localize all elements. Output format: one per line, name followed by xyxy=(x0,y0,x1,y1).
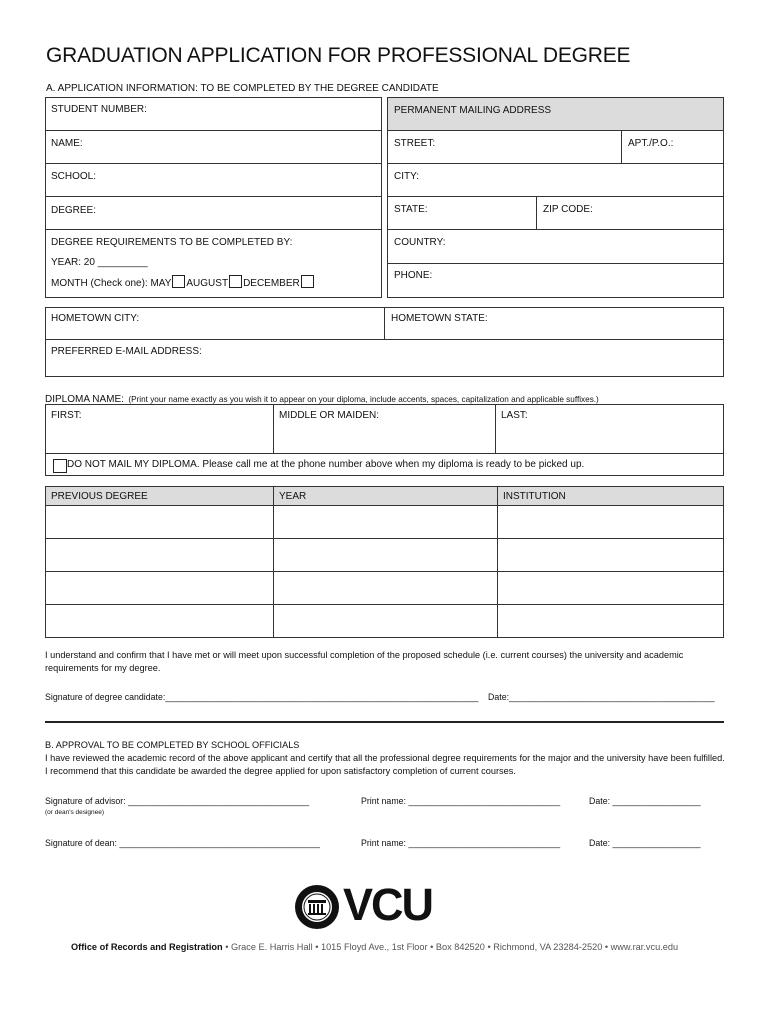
confirmation-text: I understand and confirm that I have met or will meet upon successful completion of the proposed schedule (i.e. current courses) the university and academic requirements for my degree. xyxy=(45,650,684,673)
email-label: PREFERRED E-MAIL ADDRESS: xyxy=(51,346,202,357)
table-cell[interactable] xyxy=(498,539,724,572)
table-cell[interactable] xyxy=(498,605,724,638)
table-cell[interactable] xyxy=(498,506,724,539)
previous-degree-table xyxy=(45,486,724,638)
section-divider xyxy=(45,721,724,723)
august-checkbox[interactable] xyxy=(229,275,242,288)
middle-label: MIDDLE OR MAIDEN: xyxy=(279,410,380,421)
city-field[interactable] xyxy=(387,164,724,197)
zip-field[interactable] xyxy=(536,197,724,230)
table-cell[interactable] xyxy=(498,572,724,605)
dean-signature-line[interactable]: Signature of dean: _________________________________________ xyxy=(45,838,320,848)
col-previous-degree: PREVIOUS DEGREE xyxy=(46,487,274,506)
section-b-heading: B. APPROVAL TO BE COMPLETED BY SCHOOL OFFICIALS xyxy=(45,740,300,750)
table-cell[interactable] xyxy=(274,506,498,539)
diploma-label: DIPLOMA NAME: xyxy=(45,394,124,405)
degree-label: DEGREE: xyxy=(51,205,97,216)
col-year: YEAR xyxy=(274,487,498,506)
school-field[interactable] xyxy=(45,164,382,197)
no-mail-checkbox[interactable] xyxy=(53,459,67,473)
candidate-signature-line[interactable]: Signature of degree candidate:________________________________________________________________ xyxy=(45,692,479,702)
no-mail-label: DO NOT MAIL MY DIPLOMA. Please call me at the phone number above when my diploma is ready to be picked up. xyxy=(67,459,585,470)
month-row xyxy=(51,275,315,289)
street-field[interactable] xyxy=(387,131,622,164)
degree-requirements-block xyxy=(45,230,382,298)
vcu-logo-text: VCU xyxy=(343,879,433,930)
permanent-address-label: PERMANENT MAILING ADDRESS xyxy=(394,105,552,116)
hometown-city-label: HOMETOWN CITY: xyxy=(51,313,140,324)
table-cell[interactable] xyxy=(46,572,274,605)
first-label: FIRST: xyxy=(51,410,82,421)
phone-field[interactable] xyxy=(387,264,724,298)
table-cell[interactable] xyxy=(46,539,274,572)
table-cell[interactable] xyxy=(46,506,274,539)
state-label: STATE: xyxy=(394,204,428,215)
name-label: NAME: xyxy=(51,138,83,149)
apt-field[interactable] xyxy=(621,131,724,164)
hometown-state-label: HOMETOWN STATE: xyxy=(391,313,488,324)
table-cell[interactable] xyxy=(46,605,274,638)
last-name-field[interactable] xyxy=(495,404,724,454)
phone-label: PHONE: xyxy=(394,270,433,281)
zip-label: ZIP CODE: xyxy=(543,204,593,215)
col-institution: INSTITUTION xyxy=(498,487,724,506)
table-cell[interactable] xyxy=(274,539,498,572)
diploma-note: (Print your name exactly as you wish it to appear on your diploma, include accents, spaces, capitalization and applicable suffixes.) xyxy=(128,395,599,404)
footer xyxy=(71,942,678,952)
hometown-state-field[interactable] xyxy=(384,307,724,340)
section-a-heading: A. APPLICATION INFORMATION: TO BE COMPLETED BY THE DEGREE CANDIDATE xyxy=(46,83,439,94)
email-field[interactable] xyxy=(45,339,724,377)
street-label: STREET: xyxy=(394,138,436,149)
table-cell[interactable] xyxy=(274,572,498,605)
city-label: CITY: xyxy=(394,171,420,182)
table-row xyxy=(46,572,724,605)
student-number-label: STUDENT NUMBER: xyxy=(51,104,147,115)
table-cell[interactable] xyxy=(274,605,498,638)
may-checkbox[interactable] xyxy=(172,275,185,288)
hometown-city-field[interactable] xyxy=(45,307,385,340)
august-label: AUGUST xyxy=(186,278,229,289)
advisor-print-line[interactable]: Print name: _______________________________ xyxy=(361,796,561,806)
table-row xyxy=(46,506,724,539)
table-header-row xyxy=(46,487,724,506)
degree-requirements-label: DEGREE REQUIREMENTS TO BE COMPLETED BY: xyxy=(51,237,293,248)
vcu-seal-icon xyxy=(294,884,340,930)
footer-details: • Grace E. Harris Hall • 1015 Floyd Ave., 1st Floor • Box 842520 • Richmond, VA 23284-2520 • www.rar.vcu.edu xyxy=(225,942,679,952)
state-field[interactable] xyxy=(387,197,537,230)
first-name-field[interactable] xyxy=(45,404,274,454)
country-field[interactable] xyxy=(387,230,724,264)
section-b-text: I have reviewed the academic record of the above applicant and certify that all the professional degree requirements for the major and the university have been fulfilled. I recommend that this candidate be awarded the degree applied for upon satisfactory completion of current courses. xyxy=(45,753,725,776)
apt-label: APT./P.O.: xyxy=(628,138,674,149)
degree-field[interactable] xyxy=(45,197,382,230)
form-title: GRADUATION APPLICATION FOR PROFESSIONAL DEGREE xyxy=(46,44,631,67)
school-label: SCHOOL: xyxy=(51,171,97,182)
advisor-date-line[interactable]: Date: __________________ xyxy=(589,796,701,806)
footer-office: Office of Records and Registration xyxy=(71,942,223,952)
month-label: MONTH (Check one): MAY xyxy=(51,278,172,289)
dean-date-line[interactable]: Date: __________________ xyxy=(589,838,701,848)
dean-print-line[interactable]: Print name: _______________________________ xyxy=(361,838,561,848)
december-checkbox[interactable] xyxy=(301,275,314,288)
middle-name-field[interactable] xyxy=(273,404,496,454)
candidate-date-line[interactable]: Date:__________________________________________ xyxy=(488,692,715,702)
table-row xyxy=(46,605,724,638)
country-label: COUNTRY: xyxy=(394,237,446,248)
year-label: YEAR: 20 _________ xyxy=(51,257,148,268)
table-row xyxy=(46,539,724,572)
no-mail-row xyxy=(45,453,724,476)
december-label: DECEMBER xyxy=(243,278,300,289)
last-label: LAST: xyxy=(501,410,528,421)
name-field[interactable] xyxy=(45,131,382,164)
designee-note: (or dean's designee) xyxy=(45,809,105,816)
permanent-address-header xyxy=(387,97,724,131)
advisor-signature-line[interactable]: Signature of advisor: _____________________________________ xyxy=(45,796,310,806)
student-number-field[interactable] xyxy=(45,97,382,131)
